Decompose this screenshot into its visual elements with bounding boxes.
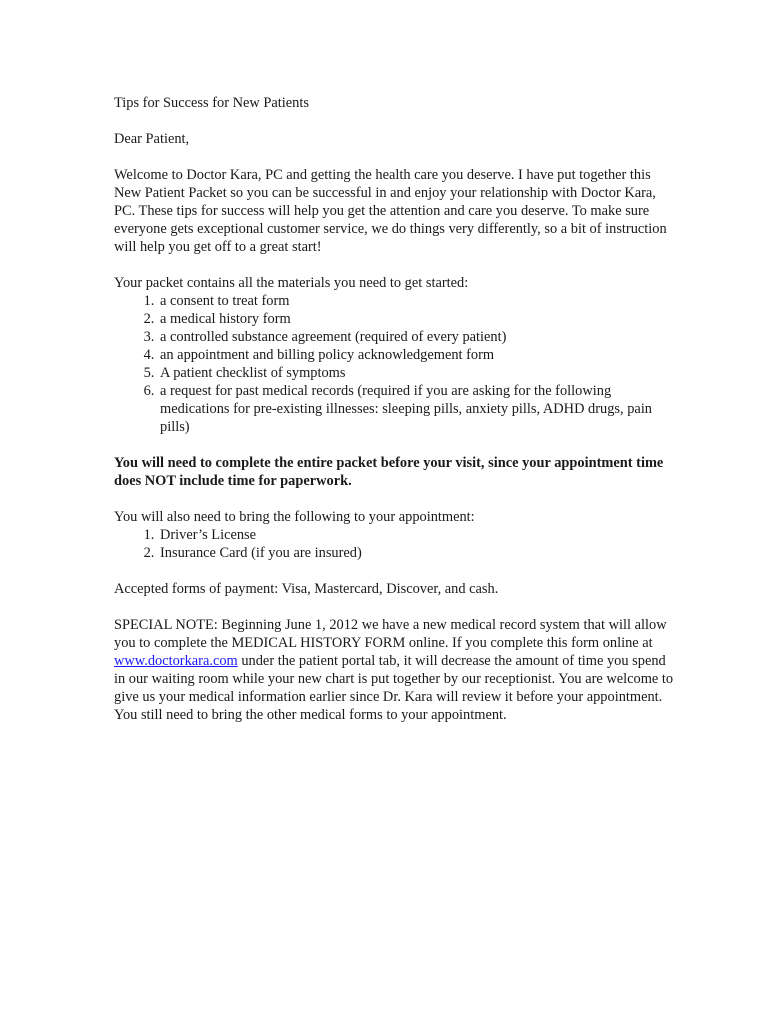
list-item: 3. a controlled substance agreement (required of every patient) <box>158 328 674 346</box>
list-item: 2. Insurance Card (if you are insured) <box>158 544 674 562</box>
list-item: 5. A patient checklist of symptoms <box>158 364 674 382</box>
list-item: 6. a request for past medical records (required if you are asking for the following medications for pre-existing illnesses: sleeping pills, anxiety pills, ADHD drugs, pain pills) <box>158 382 674 436</box>
website-link[interactable]: www.doctorkara.com <box>114 653 238 669</box>
page-title: Tips for Success for New Patients <box>114 95 309 111</box>
special-note-text: SPECIAL NOTE: Beginning June 1, 2012 we have a new medical record system that will allow you to complete the MEDICAL HISTORY FORM online. If you complete this form online at <box>114 617 667 651</box>
intro-paragraph: Welcome to Doctor Kara, PC and getting the health care you deserve. I have put together this New Patient Packet so you can be successful in and enjoy your relationship with Doctor Kara, PC. These tips for success will help you get the attention and care you deserve. To make sure everyone gets exceptional customer service, we do things very differently, so a bit of instruction will help you get off to a great start! <box>114 167 667 255</box>
packet-lead: Your packet contains all the materials you need to get started: <box>114 275 469 291</box>
letter-body <box>114 94 674 742</box>
payment-paragraph: Accepted forms of payment: Visa, Mastercard, Discover, and cash. <box>114 581 499 597</box>
paperwork-warning: You will need to complete the entire packet before your visit, since your appointment time does NOT include time for paperwork. <box>114 455 664 489</box>
salutation: Dear Patient, <box>114 131 190 147</box>
bring-lead: You will also need to bring the following to your appointment: <box>114 509 475 525</box>
list-item: 2. a medical history form <box>158 310 674 328</box>
list-item: 1. a consent to treat form <box>158 292 674 310</box>
bring-list <box>114 526 674 562</box>
list-item: 4. an appointment and billing policy acknowledgement form <box>158 346 674 364</box>
special-note-paragraph <box>114 616 674 724</box>
list-item: 1. Driver’s License <box>158 526 674 544</box>
packet-list <box>114 292 674 436</box>
special-note-text: under the patient portal tab, it will decrease the amount of time you spend in our waiting room while your new chart is put together by our receptionist. You are welcome to give us your medical information earlier since Dr. Kara will review it before your appointment. You still need to bring the other medical forms to your appointment. <box>114 653 674 723</box>
